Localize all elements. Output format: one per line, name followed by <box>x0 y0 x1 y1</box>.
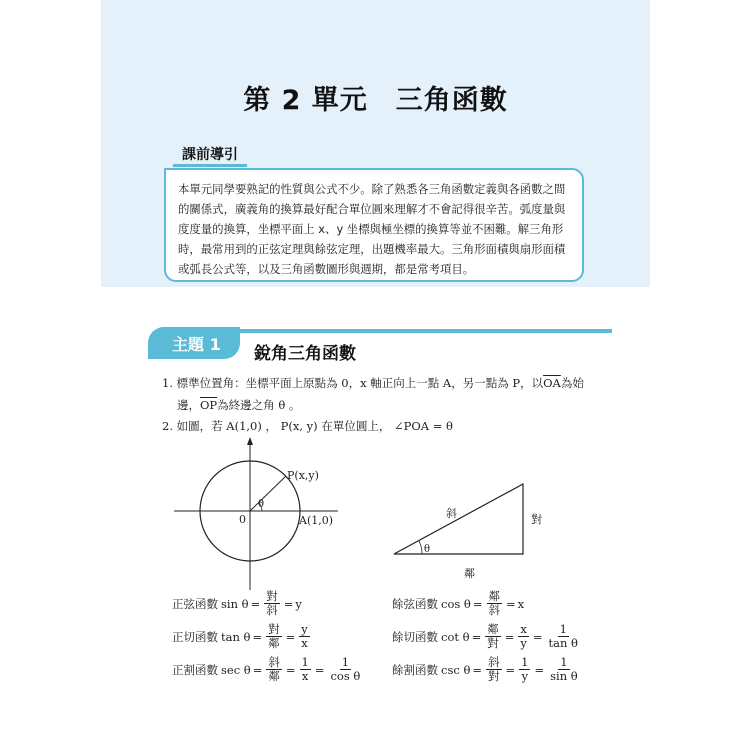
formula-sin-fn: sin θ <box>221 596 249 611</box>
frac-den: y <box>520 636 527 650</box>
formula-tan-frac1 <box>266 623 282 650</box>
frac-num: y <box>301 622 308 636</box>
frac-den: sin θ <box>550 669 578 683</box>
frac-num: 1 <box>559 622 567 636</box>
intro-box <box>164 168 584 282</box>
triangle-angle-arc <box>419 541 422 554</box>
formula-cot: 餘切函數 cot θ = $\frac{\text{鄰}}{\text{對}}$ = $\frac{x}{y}$ = $\frac{1}{\text{tan θ}}$ <box>392 622 578 650</box>
formula-sec-frac2 <box>300 656 311 683</box>
formula-cos-name: 餘弦函數 <box>392 596 438 611</box>
formula-csc-frac2 <box>519 656 530 683</box>
formula-cos-fn: cos θ <box>441 596 471 611</box>
adjacent-label: 鄰 <box>464 567 475 580</box>
frac-num: 1 <box>560 655 568 669</box>
point-a-label: A(1,0) <box>299 514 334 527</box>
intro-text: 本單元同學要熟記的性質與公式不少。除了熟悉各三角函數定義與各函數之間的關係式，廣義角的換算最好配合單位圓來理解才不會記得很辛苦。弧度量與度度量的換算，坐標平面上 x、y 坐標與極坐標的換算等並不困難。解三角形時，最常用到的正弦定理與餘弦定理，出題機率最大。三角形面積與扇形面積或弧長公式等，以及三角函數圖形與週期，都是常考項目。 <box>178 182 566 276</box>
formula-cot-frac1 <box>485 623 501 650</box>
frac-den: cos θ <box>330 669 361 683</box>
formula-csc-frac1 <box>486 656 502 683</box>
frac-den: x <box>301 669 309 683</box>
formula-tan-fn: tan θ <box>221 629 251 644</box>
unit-circle-figure <box>170 435 350 595</box>
topic-tab-label: 主題 1 <box>172 335 221 354</box>
list-item-1-text: 1. 標準位置角：坐標平面上原點為 0，x 軸正向上一點 A，另一點為 P，以 <box>162 376 544 390</box>
radius-op <box>250 476 286 511</box>
formula-sec: 正割函數 sec θ = $\frac{\text{斜}}{\text{鄰}}$ = $\frac{1}{x}$ = $\frac{1}{\text{cos θ}}$ <box>172 655 361 683</box>
frac-num: 對 <box>266 589 278 603</box>
formula-tan-frac2 <box>299 623 310 650</box>
formula-csc: 餘割函數 csc θ = $\frac{\text{斜}}{\text{對}}$ = $\frac{1}{y}$ = $\frac{1}{\text{sin θ}}$ <box>392 655 578 683</box>
frac-den: x <box>301 636 308 650</box>
segment-op: $\overline{OP}$ <box>200 398 218 412</box>
right-triangle-figure <box>388 478 558 583</box>
formula-cos: 餘弦函數 cos θ = $\frac{\text{鄰}}{\text{斜}}$ = x <box>392 589 525 617</box>
topic-title: 銳角三角函數 <box>254 344 356 364</box>
topic-tab <box>148 327 240 359</box>
frac-num: 鄰 <box>487 622 499 636</box>
frac-den: 對 <box>487 636 499 650</box>
topic-divider <box>238 329 612 333</box>
formula-tan-name: 正切函數 <box>172 629 218 644</box>
frac-num: 斜 <box>488 655 500 669</box>
frac-num: 1 <box>341 655 350 669</box>
formula-csc-name: 餘割函數 <box>392 662 438 677</box>
list-item-1-cont-start: 邊， <box>177 398 200 412</box>
origin-label: 0 <box>239 513 246 526</box>
y-axis-arrow <box>247 437 253 445</box>
formula-sec-frac1 <box>266 656 282 683</box>
frac-num: x <box>520 622 527 636</box>
list-item-1-cont-end: 為終邊之角 θ 。 <box>217 398 301 412</box>
formula-cot-name: 餘切函數 <box>392 629 438 644</box>
formula-cot-frac2 <box>518 623 529 650</box>
intro-underline <box>173 164 247 167</box>
frac-den: 斜 <box>488 603 500 617</box>
list-item-1-end: 為始 <box>560 376 584 390</box>
formula-sin-name: 正弦函數 <box>172 596 218 611</box>
frac-num: 1 <box>521 655 529 669</box>
triangle-theta-label: θ <box>424 544 431 555</box>
unit-title <box>101 78 650 117</box>
frac-num: 鄰 <box>488 589 500 603</box>
hypotenuse-label: 斜 <box>446 507 457 520</box>
formula-sin-frac <box>264 590 280 617</box>
frac-den: tan θ <box>548 636 578 650</box>
frac-num: 斜 <box>268 655 280 669</box>
list-item-1-cont <box>177 397 300 413</box>
formula-sec-frac3 <box>328 656 362 683</box>
formula-tan: 正切函數 tan θ = $\frac{\text{對}}{\text{鄰}}$ = $\frac{y}{x}$ <box>172 622 308 650</box>
theta-label: θ <box>258 499 265 510</box>
formula-cos-result: x <box>517 596 525 611</box>
formula-csc-frac3 <box>548 656 580 683</box>
list-item-2: 2. 如圖，若 A(1,0) ， P(x, y) 在單位圓上， ∠POA = θ <box>162 419 453 433</box>
frac-den: 斜 <box>266 603 278 617</box>
point-p-label: P(x,y) <box>287 469 319 482</box>
unit-name: 三角函數 <box>395 85 508 116</box>
formula-sec-fn: sec θ <box>221 662 251 677</box>
formula-cot-fn: cot θ <box>441 629 470 644</box>
formula-sin: 正弦函數 sin θ = $\frac{\text{對}}{\text{斜}}$ = y <box>172 589 302 617</box>
formula-sin-result: y <box>295 596 302 611</box>
right-triangle <box>394 484 523 554</box>
formula-cot-frac3 <box>547 623 580 650</box>
formula-sec-name: 正割函數 <box>172 662 218 677</box>
frac-den: 鄰 <box>268 636 280 650</box>
frac-num: 對 <box>268 622 280 636</box>
intro-label: 課前導引 <box>182 147 238 163</box>
list-item-1 <box>162 375 584 391</box>
unit-number: 第 2 單元 <box>243 85 368 116</box>
frac-den: y <box>521 669 529 683</box>
formula-cos-frac <box>487 590 503 617</box>
frac-den: 鄰 <box>268 669 280 683</box>
segment-oa: $\overline{OA}$ <box>543 376 561 390</box>
formula-csc-fn: csc θ <box>441 662 471 677</box>
frac-num: 1 <box>301 655 309 669</box>
frac-den: 對 <box>488 669 500 683</box>
opposite-label: 對 <box>531 513 542 526</box>
